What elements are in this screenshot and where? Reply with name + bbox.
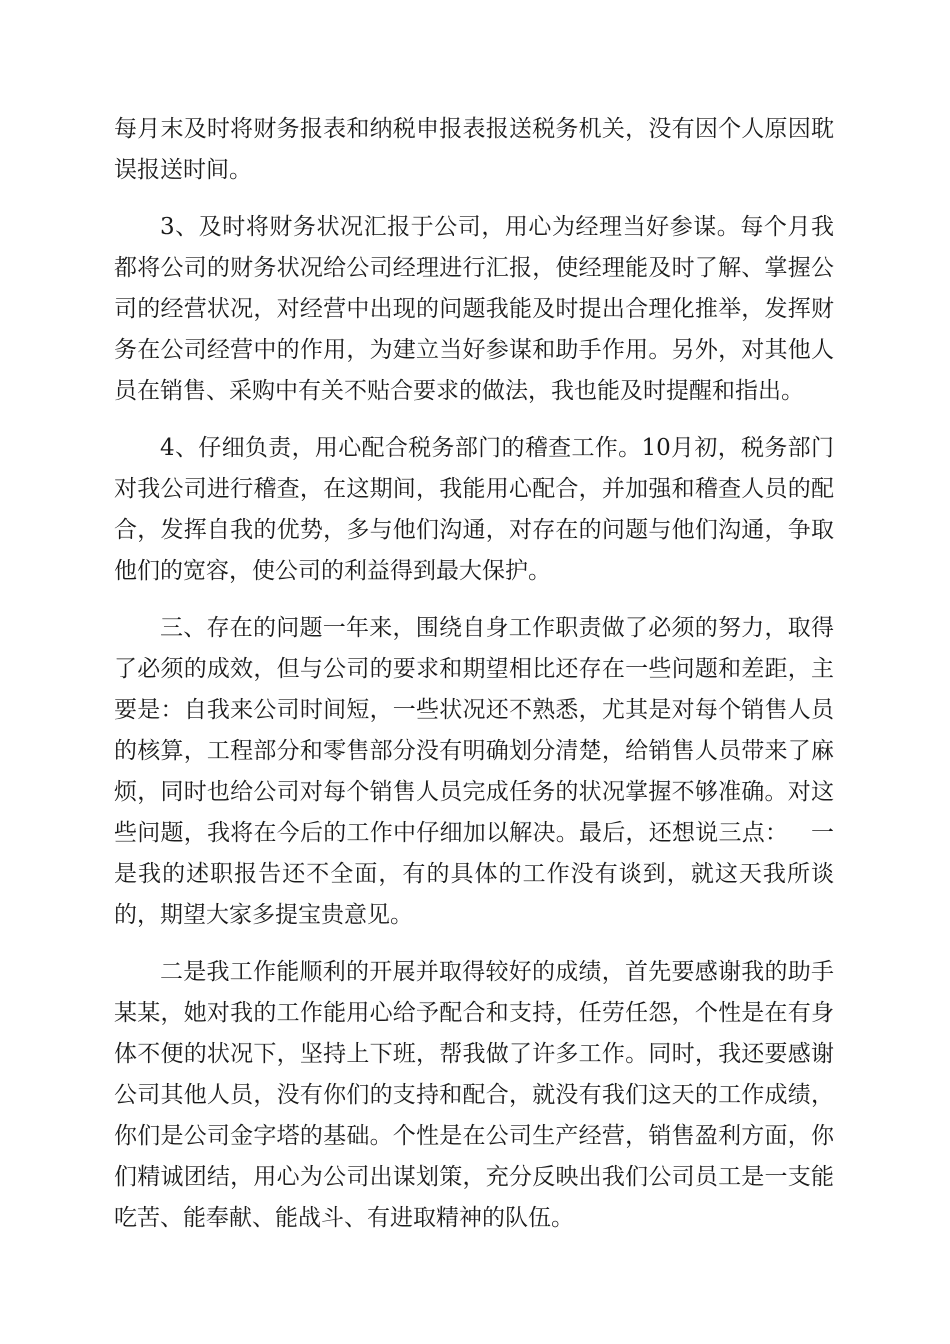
paragraph-existing-problems: 三、存在的问题一年来，围绕自身工作职责做了必须的努力，取得了必须的成效，但与公司的要求和期望相比还存在一些问题和差距，主要是：自我来公司时间短，一些状况还不熟悉，尤其是对每个销售人员的核算，工程部分和零售部分没有明确划分清楚，给销售人员带来了麻烦，同时也给公司对每个销售人员完成任务的状况掌握不够准确。对这些问题，我将在今后的工作中仔细加以解决。最后，还想说三点： 一是我的述职报告还不全面，有的具体的工作没有谈到，就这天我所谈的，期望大家多提宝贵意见。 <box>114 615 834 928</box>
paragraph-financial-reporting: 3、及时将财务状况汇报于公司，用心为经理当好参谋。每个月我都将公司的财务状况给公司经理进行汇报，使经理能及时了解、掌握公司的经营状况，对经营中出现的问题我能及时提出合理化推举，发挥财务在公司经营中的作用，为建立当好参谋和助手作用。另外，对其他人员在销售、采购中有关不贴合要求的做法，我也能及时提醒和指出。 <box>114 214 834 404</box>
document-body <box>114 109 834 1255</box>
paragraph-tax-inspection: 4、仔细负责，用心配合税务部门的稽查工作。10月初，税务部门对我公司进行稽查，在这期间，我能用心配合，并加强和稽查人员的配合，发挥自我的优势，多与他们沟通，对存在的问题与他们沟通，争取他们的宽容，使公司的利益得到最大保护。 <box>114 435 834 584</box>
paragraph-report-submission: 每月末及时将财务报表和纳税申报表报送税务机关，没有因个人原因耽误报送时间。 <box>114 116 834 183</box>
paragraph-acknowledgements: 二是我工作能顺利的开展并取得较好的成绩，首先要感谢我的助手某某，她对我的工作能用心给予配合和支持，任劳任怨，个性是在有身体不便的状况下，坚持上下班，帮我做了许多工作。同时，我还要感谢公司其他人员，没有你们的支持和配合，就没有我们这天的工作成绩，你们是公司金字塔的基础。个性是在公司生产经营，销售盈利方面，你们精诚团结，用心为公司出谋划策，充分反映出我们公司员工是一支能吃苦、能奉献、能战斗、有进取精神的队伍。 <box>114 959 834 1231</box>
